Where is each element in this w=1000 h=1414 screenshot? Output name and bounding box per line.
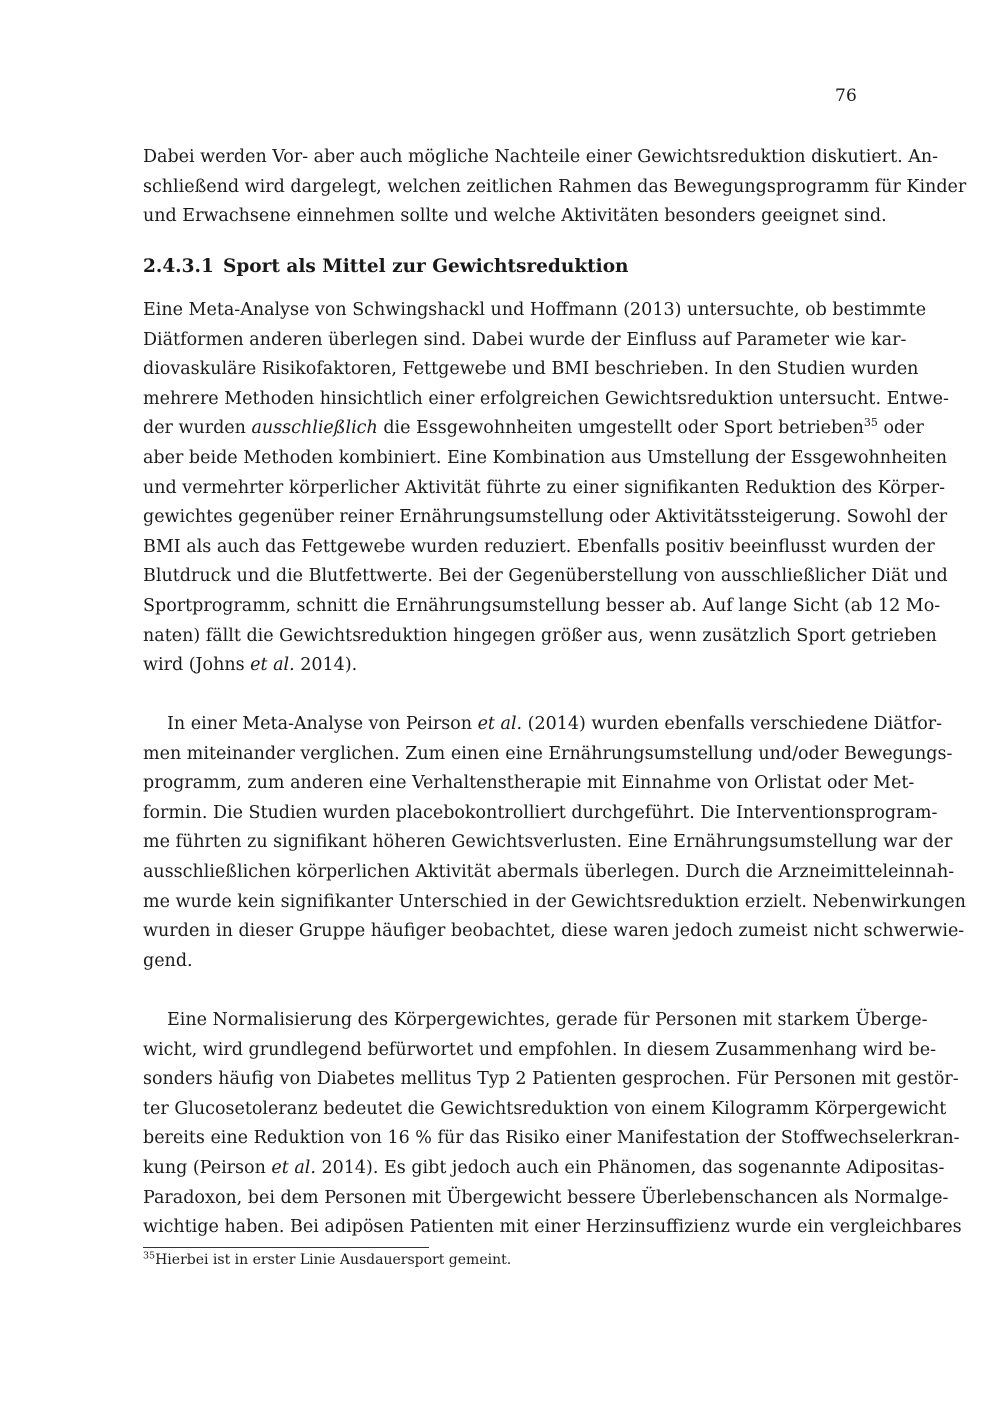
section-heading: [143, 256, 629, 277]
text-line: BMI als auch das Fettgewebe wurden reduziert. Ebenfalls positiv beeinflusst wurden der: [143, 536, 935, 557]
text-line: diovaskuläre Risikofaktoren, Fettgewebe und BMI beschrieben. In den Studien wurden: [143, 359, 919, 380]
text-line: ter Glucosetoleranz bedeutet die Gewichtsreduktion von einem Kilogramm Körpergewicht: [143, 1098, 947, 1119]
text-line: Diätformen anderen überlegen sind. Dabei wurde der Einfluss auf Parameter wie kar-: [143, 329, 907, 350]
text-line: naten) fällt die Gewichtsreduktion hingegen größer aus, wenn zusätzlich Sport getrieben: [143, 625, 937, 646]
paragraph-1: [143, 296, 949, 681]
text-run: der wurden: [143, 418, 252, 439]
emphasis-text: et al.: [477, 714, 523, 734]
text-line: me führten zu signifikant höheren Gewichtsverlusten. Eine Ernährungsumstellung war der: [143, 832, 953, 853]
emphasis-text: ausschließlich: [251, 418, 378, 439]
footnote: [143, 1250, 511, 1270]
text-line: wurden in dieser Gruppe häufiger beobachtet, diese waren jedoch zumeist nicht schwerwie-: [143, 921, 965, 942]
emphasis-text: et al.: [271, 1157, 316, 1178]
text-run: kung (Peirson: [143, 1157, 272, 1178]
text-run: oder: [877, 418, 924, 439]
text-line: Dabei werden Vor- aber auch mögliche Nachteile einer Gewichtsreduktion diskutiert. An-: [143, 147, 939, 167]
text-line: me wurde kein signifikanter Unterschied in der Gewichtsreduktion erzielt. Nebenwirkungen: [143, 891, 966, 912]
text-line: und vermehrter körperlicher Aktivität führte zu einer signifikanten Reduktion des Körper-: [143, 477, 946, 498]
text-line: formin. Die Studien wurden placebokontrolliert durchgeführt. Die Interventionsprogram-: [143, 802, 938, 823]
text-line: programm, zum anderen eine Verhaltenstherapie mit Einnahme von Orlistat oder Met-: [143, 773, 915, 794]
footnote-reference[interactable]: 35: [863, 416, 878, 430]
emphasis-text: et al.: [250, 655, 295, 676]
text-line: Eine Normalisierung des Körpergewichtes, gerade für Personen mit starkem Überge-: [167, 1010, 928, 1030]
text-line: mehrere Methoden hinsichtlich einer erfolgreichen Gewichtsreduktion untersucht. Entwe-: [143, 388, 949, 409]
text-line: [143, 414, 924, 444]
page-number: 76: [834, 86, 857, 106]
text-line: [143, 651, 857, 681]
text-line: Sportprogramm, schnitt die Ernährungsumstellung besser ab. Auf lange Sicht (ab 12 Mo-: [143, 595, 941, 616]
text-line: Paradoxon, bei dem Personen mit Übergewicht bessere Überlebenschancen als Normalge-: [143, 1187, 949, 1208]
text-line: bereits eine Reduktion von 16 % für das Risiko einer Manifestation der Stoffwechselerkran-: [143, 1128, 960, 1149]
text-line: und Erwachsene einnehmen sollte und welche Aktivitäten besonders geeignet sind.: [143, 206, 887, 227]
text-line: wichtige haben. Bei adipösen Patienten mit einer Herzinsuffizienz wurde ein vergleichbares: [143, 1217, 962, 1238]
text-line: gewichtes gegenüber reiner Ernährungsumstellung oder Aktivitätssteigerung. Sowohl der: [143, 507, 948, 528]
text-line: men miteinander verglichen. Zum einen eine Ernährungsumstellung und/oder Bewegungs-: [143, 743, 953, 764]
text-line: ausschließlichen körperlichen Aktivität abermals überlegen. Durch die Arzneimitteleinnah-: [143, 861, 955, 882]
paragraph-3: [143, 1006, 962, 1243]
text-run: wird (Johns: [143, 655, 251, 676]
paragraph-2: [143, 710, 966, 976]
section-number: 2.4.3.1: [143, 256, 214, 277]
text-line: Blutdruck und die Blutfettwerte. Bei der Gegenüberstellung von ausschließlicher Diät und: [143, 566, 948, 587]
text-line: wicht, wird grundlegend befürwortet und empfohlen. In diesem Zusammenhang wird be-: [143, 1039, 936, 1060]
text-line: aber beide Methoden kombiniert. Eine Kombination aus Umstellung der Essgewohnheiten: [143, 447, 947, 468]
text-line: Eine Meta-Analyse von Schwingshackl und Hoffmann (2013) untersuchte, ob bestimmte: [143, 300, 927, 320]
footnote-text: Hierbei ist in erster Linie Ausdauersport gemeint.: [155, 1252, 512, 1268]
text-line: schließend wird dargelegt, welchen zeitlichen Rahmen das Bewegungsprogramm für Kinder: [143, 176, 967, 197]
text-line: [143, 1154, 945, 1184]
text-run: 2014).: [294, 655, 358, 676]
text-line: sonders häufig von Diabetes mellitus Typ 2 Patienten gesprochen. Für Personen mit gestör-: [143, 1069, 959, 1090]
footnote-marker: 35: [143, 1250, 156, 1262]
section-title: Sport als Mittel zur Gewichtsreduktion: [223, 256, 629, 277]
text-run: In einer Meta-Analyse von Peirson: [167, 714, 478, 734]
text-run: (2014) wurden ebenfalls verschiedene Diätfor-: [522, 714, 943, 734]
text-run: die Essgewohnheiten umgestellt oder Sport betrieben: [377, 418, 864, 439]
text-line: [143, 710, 943, 740]
footnote-divider: [143, 1247, 429, 1248]
text-run: 2014). Es gibt jedoch auch ein Phänomen, das sogenannte Adipositas-: [315, 1157, 945, 1178]
intro-paragraph: [143, 143, 967, 232]
text-line: gend.: [143, 950, 193, 971]
